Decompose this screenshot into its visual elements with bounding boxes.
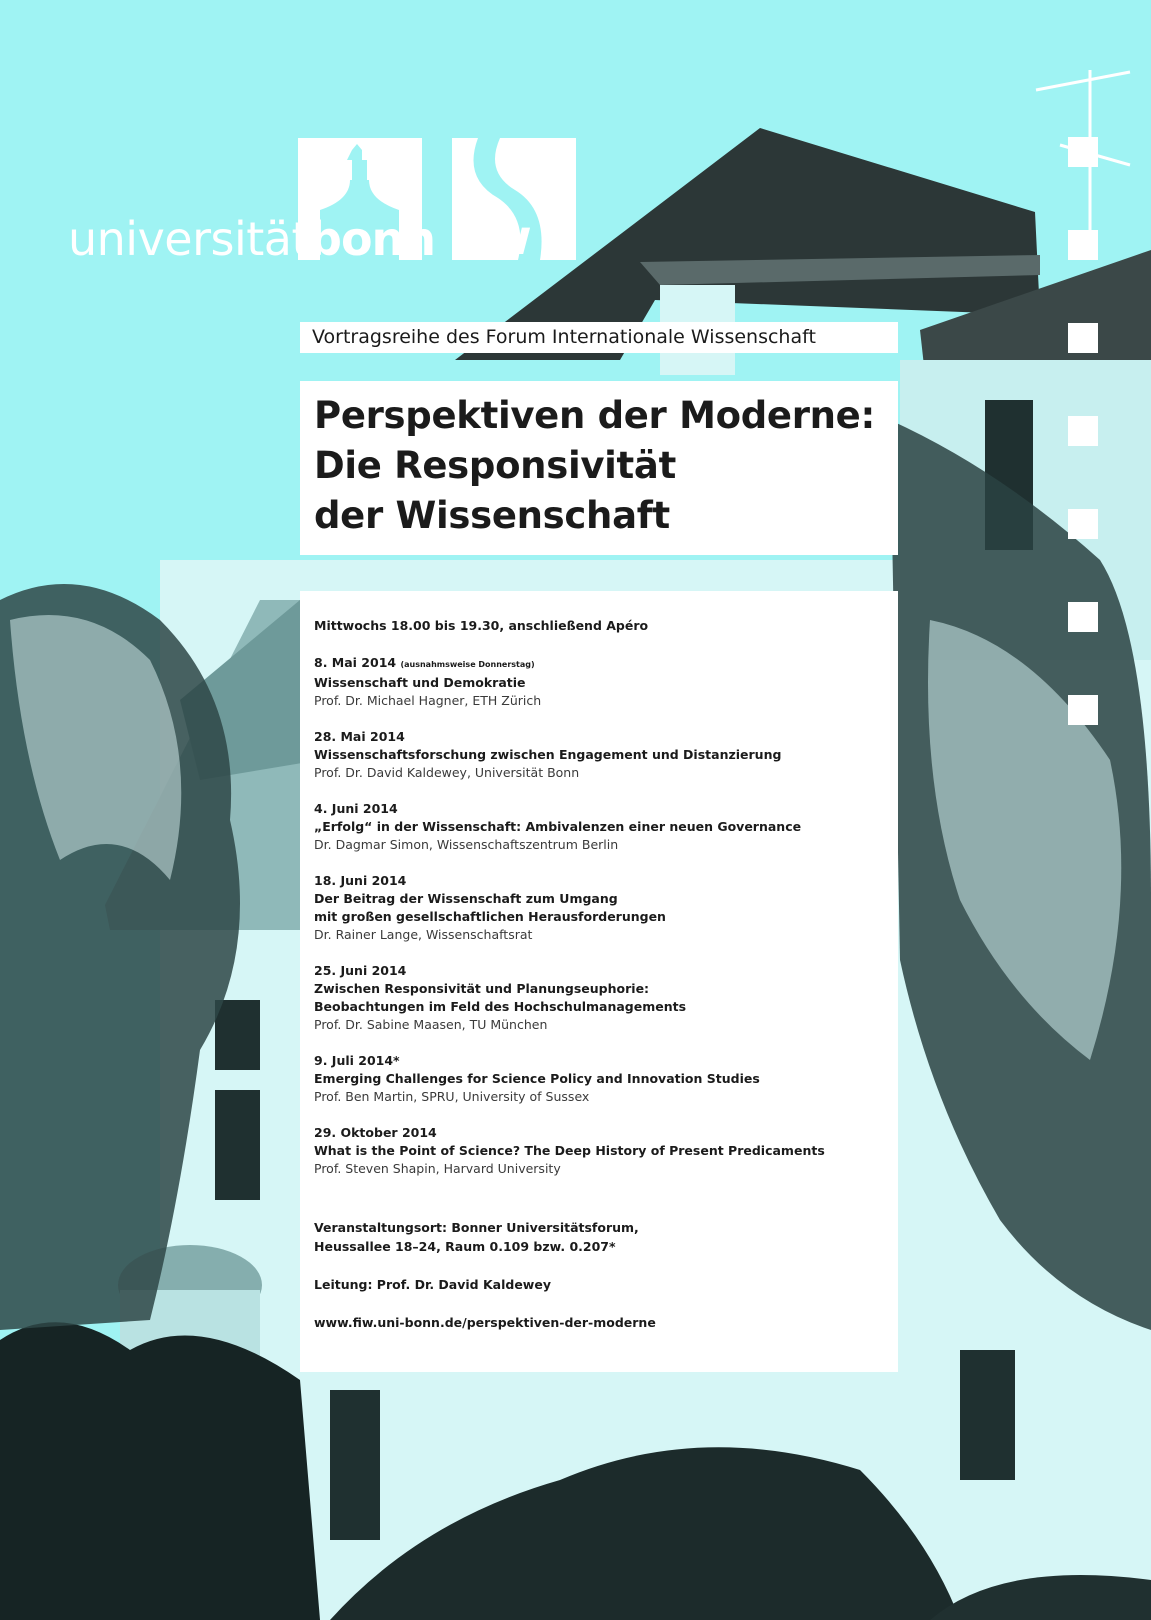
event-title: Emerging Challenges for Science Policy and Innovation Studies [314,1071,760,1086]
program-panel [300,591,898,1372]
bushes-left [0,1322,320,1620]
event-item [314,962,884,1034]
event-speaker: Prof. Dr. Michael Hagner, ETH Zürich [314,693,542,708]
title-line: der Wissenschaft [314,494,670,537]
university-wordmark [68,212,436,266]
event-date-text: 8. Mai 2014 [314,655,397,670]
event-title: What is the Point of Science? The Deep History of Present Predicaments [314,1143,825,1158]
title-line: Perspektiven der Moderne: [314,394,875,437]
series-title: Vortragsreihe des Forum Internationale Wissenschaft [312,326,816,348]
event-speaker: Prof. Ben Martin, SPRU, University of Sussex [314,1089,590,1104]
window [330,1390,380,1540]
event-date: 9. Juli 2014* [314,1053,400,1068]
coordinates-label: N50°43'E7°7' [540,146,556,253]
university-wordmark-light: universität [68,212,310,266]
window [215,1000,260,1070]
square [1068,416,1098,446]
website-url: www.fiw.uni-bonn.de/perspektiven-der-moderne [314,1315,656,1330]
event-note: (ausnahmsweise Donnerstag) [400,660,535,669]
event-title: Wissenschaft und Demokratie [314,675,526,690]
venue-info [314,1218,884,1256]
title-line: Die Responsivität [314,444,676,487]
event-title: „Erfolg“ in der Wissenschaft: Ambivalenzen einer neuen Governance [314,819,802,834]
fiw-wordmark: fiw [452,210,531,266]
event-speaker: Prof. Dr. David Kaldewey, Universität Bonn [314,765,580,780]
event-title-continued: mit großen gesellschaftlichen Herausforderungen [314,909,666,924]
event-date: 28. Mai 2014 [314,729,405,744]
event-title: Wissenschaftsforschung zwischen Engagement und Distanzierung [314,747,782,762]
event-item [314,872,884,944]
event-date: 18. Juni 2014 [314,873,407,888]
university-wordmark-bold: bonn [309,212,436,266]
leitung-info: Leitung: Prof. Dr. David Kaldewey [314,1277,551,1292]
event-title: Zwischen Responsivität und Planungseuphorie: [314,981,650,996]
event-date [314,654,884,674]
square [1068,137,1098,167]
venue-line: Veranstaltungsort: Bonner Universitätsforum, [314,1220,639,1235]
square [1068,230,1098,260]
event-title-continued: Beobachtungen im Feld des Hochschulmanagements [314,999,687,1014]
schedule-intro: Mittwochs 18.00 bis 19.30, anschließend Apéro [314,618,649,633]
square [1068,323,1098,353]
event-item [314,800,884,854]
square [1068,509,1098,539]
square [1068,602,1098,632]
title-banner [300,381,898,555]
venue-line: Heussallee 18–24, Raum 0.109 bzw. 0.207* [314,1239,616,1254]
event-date: 25. Juni 2014 [314,963,407,978]
series-banner [300,322,898,353]
event-speaker: Prof. Steven Shapin, Harvard University [314,1161,561,1176]
square [1068,695,1098,725]
event-date: 29. Oktober 2014 [314,1125,437,1140]
window [215,1090,260,1200]
event-date: 4. Juni 2014 [314,801,398,816]
event-item [314,1052,884,1106]
event-speaker: Dr. Dagmar Simon, Wissenschaftszentrum Berlin [314,837,619,852]
event-item [314,728,884,782]
event-speaker: Prof. Dr. Sabine Maasen, TU München [314,1017,548,1032]
event-title: Der Beitrag der Wissenschaft zum Umgang [314,891,618,906]
event-item [314,654,884,710]
event-speaker: Dr. Rainer Lange, Wissenschaftsrat [314,927,533,942]
event-item [314,1124,884,1178]
window [960,1350,1015,1480]
